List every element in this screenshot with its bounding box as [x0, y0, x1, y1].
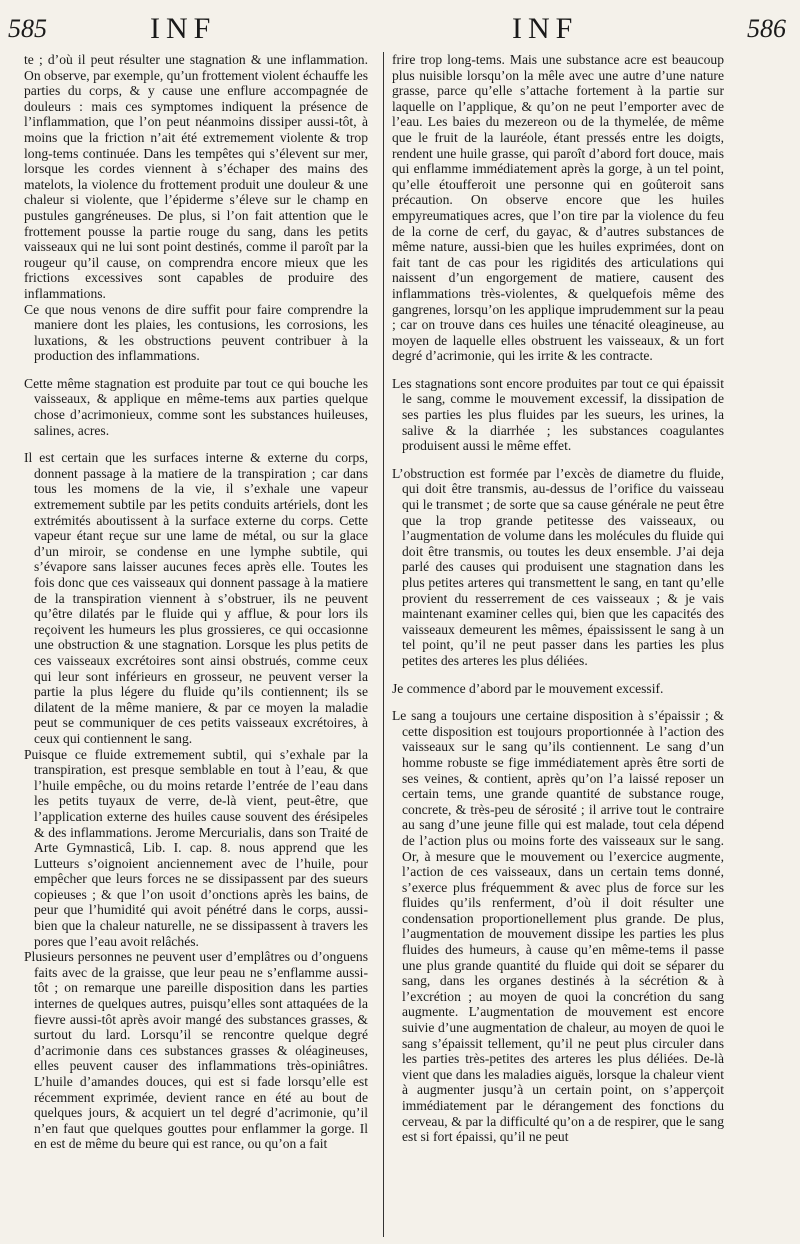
paragraph: te ; d’où il peut résulter une stagnation & une inflammation. On observe, par exemple, qu’un frottement violent échauffe les parties du corps, & y cause une enflure accompagnée de douleurs : mais ces symptomes indiquent la présence de l’inflammation, que l’on peut néanmoins dissiper aussi-tôt, à moins que la friction n’ait été extremement violente & trop long-tems continuée. Dans les tempêtes qui s’élevent sur mer, lorsque les cordes viennent à s’échaper des mains des matelots, la violence du frottement produit une douleur & une chaleur si violente, que l’épiderme s’éleve sur le champ en pustules gangréneuses. De plus, si l’on fait attention que le frottement pousse la partie rouge du sang, dans les petits vaisseaux qui ne lui sont point destinés, comme il paroît par la rougeur qu’il cause, on comprendra encore mieux que les frictions excessives sont capables de produire des inflammations. [24, 52, 368, 301]
paragraph: Le sang a toujours une certaine disposition à s’épaissir ; & cette disposition est toujours proportionnée à l’action des vaisseaux sur le sang qu’ils contiennent. Le sang d’un homme robuste se fige immédiatement après être sorti de ses veines, & contient, après qu’on l’a laissé reposer un certain tems, une grande quantité de substance rouge, concrete, & très-peu de sérosité ; il arrive tout le contraire au sang d’une jeune fille qui est malade, tout cela dépend de l’action plus ou moins forte des vaisseaux sur le sang. Or, à mesure que le mouvement ou l’exercice augmente, l’action de ces vaisseaux, dans un certain tems donné, s’exerce plus fréquemment & avec plus de force sur les fluides qu’ils renferment, d’où il doit résulter une condensation proportionellement plus grande. De plus, l’augmentation de mouvement dissipe les parties les plus fluides des humeurs, à cause qu’en même-tems il passe une plus grande quantité du fluide qui doit se séparer du sang, dans les organes destinés à la sécrétion & à l’excrétion ; au moyen de quoi la concrétion du sang augmente. L’augmentation de mouvement est encore suivie d’une augmentation de chaleur, au moyen de quoi le sang s’épaissit tellement, qu’il ne peut plus circuler dans les parties très-petites des arteres les plus déliées. De-là vient que dans les maladies aiguës, lorsque la chaleur vient à augmenter jusqu’à un certain point, on s’apperçoit immédiatement par le dérangement des fonctions du cerveau, & par la difficulté qu’on a de respirer, que le sang est si fort épaissi, qu’il ne peut [392, 708, 724, 1145]
left-column [24, 52, 368, 1240]
column-divider [383, 52, 384, 1237]
header-word-left: INF [150, 12, 217, 45]
paragraph: L’obstruction est formée par l’excès de diametre du fluide, qui doit être transmis, au-dessus de l’orifice du vaisseau qui le transmet ; de sorte que sa cause générale ne peut être que la trop grande petitesse des vaisseaux, ou l’augmentation de volume dans les molécules du fluide qui doit être transmis, ou toutes les deux ensemble. J’ai deja parlé des causes qui produisent une stagnation dans les plus petites arteres qui transmettent le sang, en tant qu’elle provient du resserrement de ces vaisseaux ; & je vais maintenant examiner celles qui, bien que les capacités des vaisseaux demeurent les mêmes, épaississent le sang à un tel point, qu’il ne peut passer dans les parties les plus petites des arteres les plus déliées. [392, 465, 724, 668]
page-number-left: 585 [8, 14, 47, 43]
paragraph: Les stagnations sont encore produites par tout ce qui épaissit le sang, comme le mouvement excessif, la dissipation de ses parties les plus fluides par les sueurs, les urines, la salive & la diarrhée ; les substances coagulantes produisent aussi le même effet. [392, 375, 724, 454]
paragraph: Je commence d’abord par le mouvement excessif. [392, 680, 664, 696]
header-word-right: INF [512, 12, 579, 45]
right-column [392, 52, 724, 1240]
running-header [0, 0, 800, 50]
paragraph: frire trop long-tems. Mais une substance acre est beaucoup plus nuisible lorsqu’on la mêle avec une autre d’une nature grasse, parce qu’elle s’attache fortement à la partie sur laquelle on l’applique, & qu’on ne peut l’emporter avec de l’eau. Les baies du mezereon ou de la thymelée, de même que le fruit de la lauréole, étant pressés entre les doigts, rendent une huile grasse, qui paroît d’abord fort douce, mais qui enflamme immédiatement après la gorge, à un tel point, qu’elle étoufferoit une personne qui en goûteroit sans précaution. On observe encore que les huiles empyreumatiques acres, que l’on tire par la violence du feu de la corne de cerf, du gayac, & d’autres substances de même nature, aussi-bien que les huiles exprimées, dont on fait tant de cas pour les rigidités des articulations qui naissent d’un engorgement de matiere, causent des inflammations très-violentes, & quelquefois même des gangrenes, lorsqu’on les applique imprudemment sur la peau ; car on trouve dans ces huiles une ténacité oleagineuse, au moyen de laquelle elles obstruent les vaisseaux, & un fort degré d’acrimonie, qui les irrite & les contracte. [392, 52, 724, 364]
page-number-right: 586 [747, 14, 786, 43]
paragraph: Ce que nous venons de dire suffit pour faire comprendre la maniere dont les plaies, les contusions, les corrosions, les luxations, & les obstructions peuvent contribuer à la production des inflammations. [24, 301, 368, 364]
paragraph: Plusieurs personnes ne peuvent user d’emplâtres ou d’onguens faits avec de la graisse, que leur peau ne s’enflamme aussi-tôt ; on remarque une pareille disposition dans les parties internes de quelques autres, puisqu’elles sont attaquées de la fievre aussi-tôt après avoir mangé des substances grasses, & surtout du lard. Lorsqu’il se rencontre quelque degré d’acrimonie dans ces substances grasses & oléagineuses, elles peuvent causer des inflammations très-opiniâtres. L’huile d’amandes douces, qui est si fade lorsqu’elle est récemment exprimée, devient rance en été au bout de quelques jours, & acquiert un tel degré d’acrimonie, qu’il n’en faut que quelques gouttes pour enflammer la gorge. Il en est de même du beure qui est rance, ou qu’on a fait [24, 949, 368, 1152]
paragraph: Cette même stagnation est produite par tout ce qui bouche les vaisseaux, & applique en même-tems aux parties quelque chose d’acrimonieux, comme sont les substances huileuses, salines, acres. [24, 375, 368, 438]
paragraph: Puisque ce fluide extremement subtil, qui s’exhale par la transpiration, est presque semblable en tout à l’eau, & que l’huile empêche, ou du moins retarde l’entrée de l’eau dans les petits tuyaux de verre, de-là vient, peut-être, que l’application externe des huiles cause souvent des érésipeles & des inflammations. Jerome Mercurialis, dans son Traité de Arte Gymnasticâ, Lib. I. cap. 8. nous apprend que les Lutteurs s’oignoient anciennement avec de l’huile, pour empêcher que leurs forces ne se dissipassent par des sueurs copieuses ; & que l’on usoit d’onctions après les bains, de peur que l’humidité qui avoit pénétré dans le corps, aussi-bien que la chaleur naturelle, ne se dissipassent à travers les pores que l’eau avoit relâchés. [24, 746, 368, 949]
paragraph: Il est certain que les surfaces interne & externe du corps, donnent passage à la matiere de la transpiration ; car dans tous les momens de la vie, il s’exhale une vapeur extremement subtile par les petits conduits artériels, dont les extrémités aboutissent à la surface externe du corps. Cette vapeur étant reçue sur une lame de métal, ou sur la glace d’un miroir, se condense en une lymphe subtile, qui s’évapore sans laisser aucunes feces après elle. Toutes les fois donc que ces vaisseaux qui donnent passage à la matiere de la transpiration viennent à s’obstruer, ils ne peuvent qu’être dilatés par le fluide qui y afflue, & pour lors ils reçoivent les humeurs les plus grossieres, ce qui occasionne une obstruction & une stagnation. Lorsque les plus petits de ces vaisseaux excrétoires sont ainsi obstrués, comme ceux qui leur sont inférieurs en grosseur, ne peuvent verser la partie la plus légere du fluide qu’ils contiennent; ils se dilatent de la même maniere, & par ce moyen la maladie peut se communiquer de ces petits vaisseaux excrétoires, à ceux qui contiennent le sang. [24, 450, 368, 746]
